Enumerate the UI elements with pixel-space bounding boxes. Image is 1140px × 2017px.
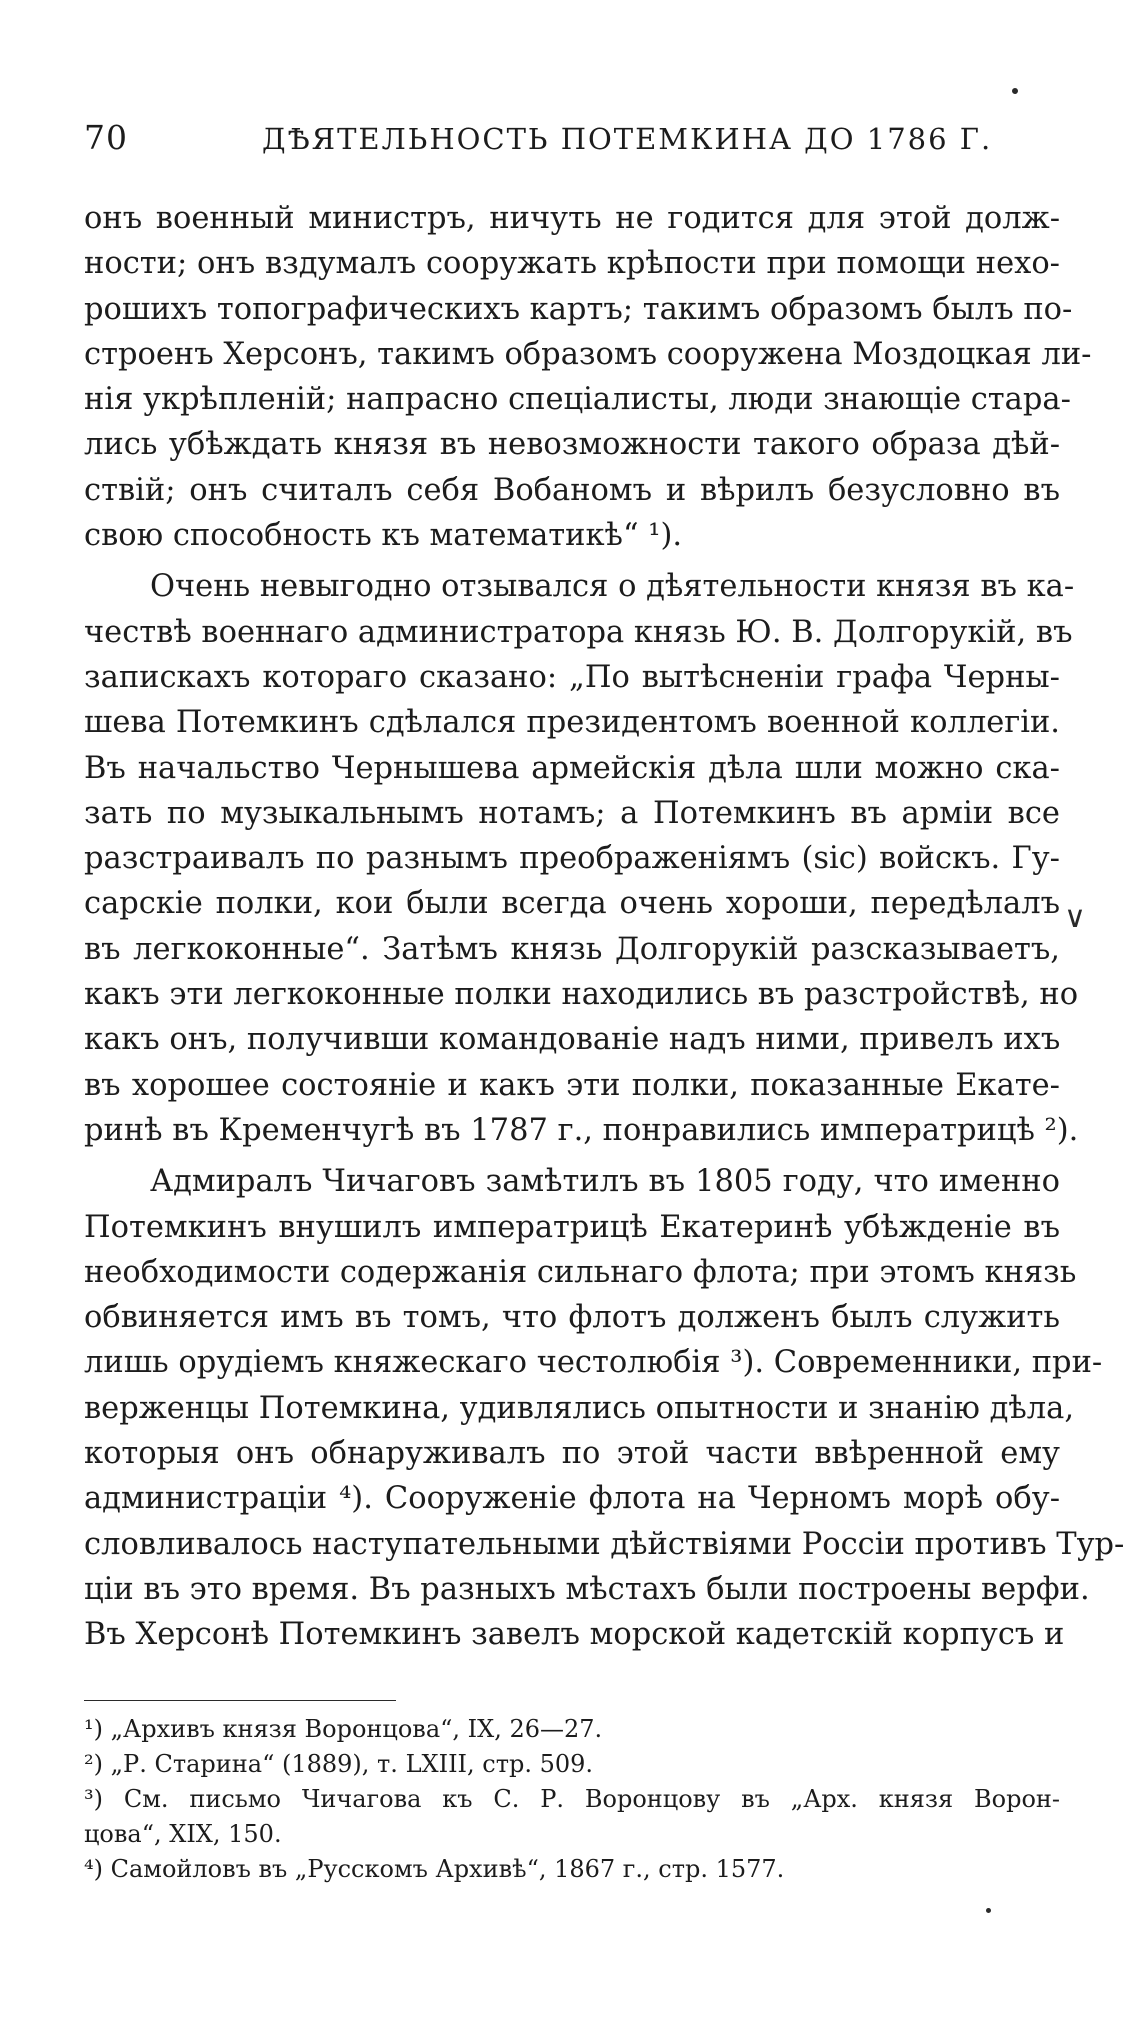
footnote: ¹) „Архивъ князя Воронцова“, IX, 26—27. — [84, 1715, 603, 1743]
text-line: разстраивалъ по разнымъ преображеніямъ (sic) войскъ. Гу- — [84, 841, 1060, 877]
text-line: ности; онъ вздумалъ сооружать крѣпости при помощи нехо- — [84, 246, 1060, 282]
text-line: лись убѣждать князя въ невозможности такого образа дѣй- — [84, 427, 1060, 463]
text-line: ціи въ это время. Въ разныхъ мѣстахъ были построены верфи. — [84, 1571, 1090, 1607]
text-line: рошихъ топографическихъ картъ; такимъ образомъ былъ по- — [84, 291, 1073, 327]
paper-speck — [1012, 88, 1018, 94]
text-line: нія укрѣпленій; напрасно спеціалисты, люди знающіе стара- — [84, 382, 1071, 418]
page-number: 70 — [84, 118, 128, 157]
text-line: запискахъ котораго сказано: „По вытѣсненіи графа Черны- — [84, 659, 1060, 695]
text-line: Въ Херсонѣ Потемкинъ завелъ морской кадетскій корпусъ и — [84, 1617, 1065, 1653]
paper-speck — [986, 1908, 991, 1913]
text-line: обвиняется имъ въ томъ, что флотъ долженъ былъ служить — [84, 1300, 1060, 1336]
text-line: въ хорошее состояніе и какъ эти полки, показанные Екате- — [84, 1067, 1060, 1103]
text-line: ствій; онъ считалъ себя Вобаномъ и вѣрилъ безусловно въ — [84, 472, 1060, 508]
paragraph-start-line: Очень невыгодно отзывался о дѣятельности князя въ ка- — [150, 569, 1075, 605]
text-line: зать по музыкальнымъ нотамъ; а Потемкинъ въ арміи все — [84, 795, 1060, 831]
footnote: ²) „Р. Старина“ (1889), т. LXIII, стр. 509. — [84, 1750, 594, 1778]
footnote: ³) См. письмо Чичагова къ С. Р. Воронцову въ „Арх. князя Ворон- — [84, 1785, 1060, 1813]
running-title: ДѢЯТЕЛЬНОСТЬ ПОТЕМКИНА ДО 1786 Г. — [262, 122, 993, 156]
main-text — [84, 196, 1125, 1658]
text-line: шева Потемкинъ сдѣлался президентомъ военной коллегіи. — [84, 705, 1060, 741]
text-line: онъ военный министръ, ничуть не годится для этой долж- — [84, 201, 1060, 236]
text-line: словливалось наступательными дѣйствіями Россіи противъ Тур- — [84, 1526, 1125, 1562]
text-line: Потемкинъ внушилъ императрицѣ Екатеринѣ убѣжденіе въ — [84, 1209, 1060, 1245]
margin-check-mark: ∨ — [1064, 900, 1086, 935]
text-line: какъ эти легкоконные полки находились въ разстройствѣ, но — [84, 977, 1079, 1013]
running-header — [84, 118, 1074, 168]
text-line: чествѣ военнаго администратора князь Ю. В. Долгорукій, въ — [84, 614, 1073, 650]
text-line: верженцы Потемкина, удивлялись опытности и знанію дѣла, — [84, 1390, 1075, 1426]
text-line: необходимости содержанія сильнаго флота; при этомъ князь — [84, 1254, 1077, 1290]
text-line: какъ онъ, получивши командованіе надъ ними, привелъ ихъ — [84, 1022, 1061, 1058]
text-line: строенъ Херсонъ, такимъ образомъ сооружена Моздоцкая ли- — [84, 336, 1092, 372]
text-line: въ легкоконные“. Затѣмъ князь Долгорукій разсказываетъ, — [84, 931, 1060, 967]
paragraph-start-line: Адмиралъ Чичаговъ замѣтилъ въ 1805 году, что именно — [150, 1164, 1060, 1200]
text-line: сарскіе полки, кои были всегда очень хороши, передѣлалъ — [84, 886, 1060, 922]
footnote-divider — [84, 1700, 396, 1701]
text-line: администраціи ⁴). Сооруженіе флота на Черномъ морѣ обу- — [84, 1481, 1060, 1517]
text-line: ринѣ въ Кременчугѣ въ 1787 г., понравились императрицѣ ²). — [84, 1112, 1079, 1148]
footnote: ⁴) Самойловъ въ „Русскомъ Архивѣ“, 1867 г., стр. 1577. — [84, 1855, 785, 1883]
text-line: которыя онъ обнаруживалъ по этой части ввѣренной ему — [84, 1436, 1060, 1472]
text-line: лишь орудіемъ княжескаго честолюбія ³). Современники, при- — [84, 1345, 1103, 1381]
text-line: Въ начальство Чернышева армейскія дѣла шли можно ска- — [84, 750, 1060, 786]
footnote-continuation: цова“, XIX, 150. — [84, 1820, 282, 1848]
text-line: свою способность къ математикѣ“ ¹). — [84, 518, 683, 554]
footnotes — [84, 1712, 1060, 1887]
